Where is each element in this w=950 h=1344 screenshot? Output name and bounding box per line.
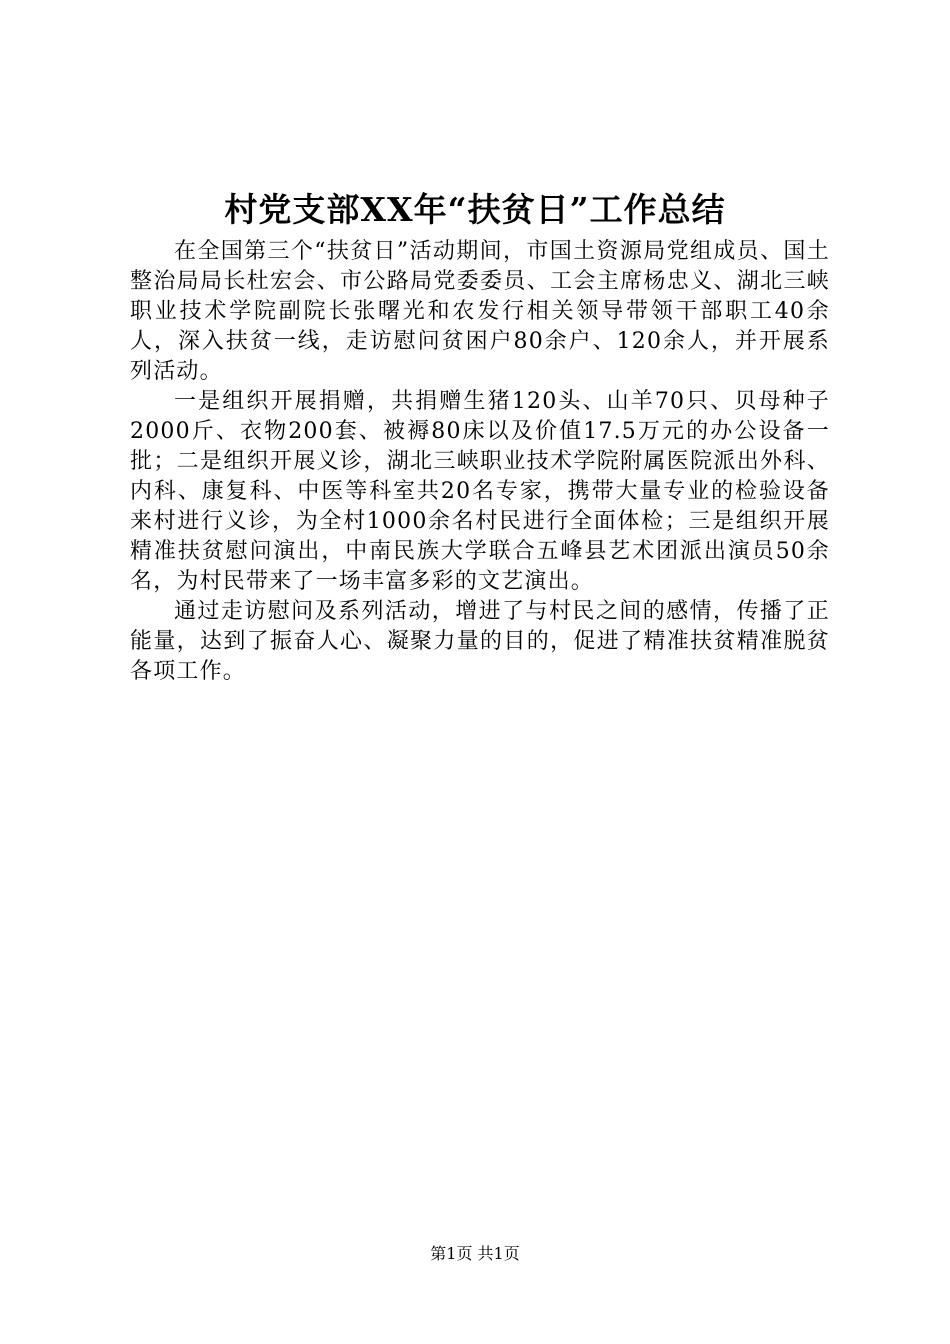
document-body bbox=[130, 237, 830, 687]
paragraph-1: 在全国第三个“扶贫日”活动期间，市国土资源局党组成员、国土整治局局长杜宏会、市公路局党委委员、工会主席杨忠义、湖北三峡职业技术学院副院长张曙光和农发行相关领导带领干部职工40余人，深入扶贫一线，走访慰问贫困户80余户、120余人，并开展系列活动。 bbox=[130, 239, 830, 384]
document-title: 村党支部XX年“扶贫日”工作总结 bbox=[224, 190, 726, 229]
paragraph-3: 通过走访慰问及系列活动，增进了与村民之间的感情，传播了正能量，达到了振奋人心、凝聚力量的目的，促进了精准扶贫精准脱贫各项工作。 bbox=[130, 599, 830, 684]
paragraph-2: 一是组织开展捐赠，共捐赠生猪120头、山羊70只、贝母种子2000斤、衣物200套、被褥80床以及价值17.5万元的办公设备一批；二是组织开展义诊，湖北三峡职业技术学院附属医院派出外科、内科、康复科、中医等科室共20名专家，携带大量专业的检验设备来村进行义诊，为全村1000余名村民进行全面体检；三是组织开展精准扶贫慰问演出，中南民族大学联合五峰县艺术团派出演员50余名，为村民带来了一场丰富多彩的文艺演出。 bbox=[130, 389, 830, 594]
page-number-footer: 第1页 共1页 bbox=[430, 1244, 520, 1263]
